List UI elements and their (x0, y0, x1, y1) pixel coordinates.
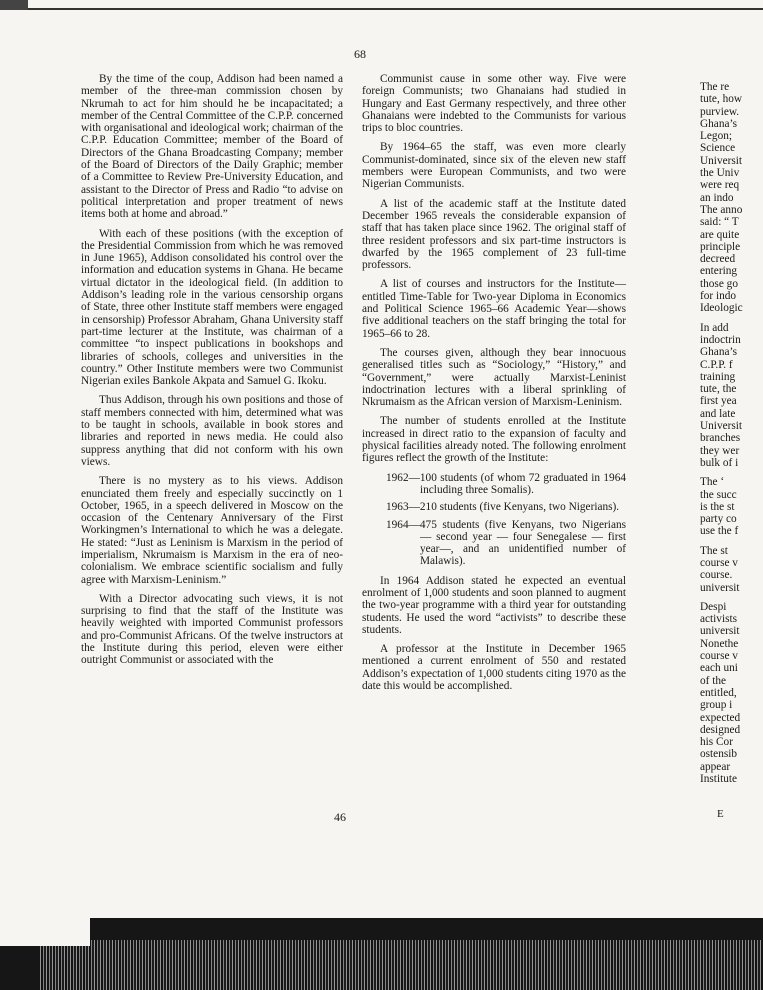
enrolment-item: 1962—100 students (of whom 72 graduated in 1964 including three Somalis). (386, 471, 626, 496)
scan-edge-artifact (40, 940, 763, 990)
right-column-line: bulk of i (700, 456, 739, 469)
right-column-line: party co (700, 513, 737, 526)
scan-top-rule (0, 0, 763, 10)
paragraph: In 1964 Addison stated he expected an eventual enrolment of 1,000 students and soon planned to augment the two-year programme with a third year for outstanding students. He used the word “activists” to describe these students. (362, 574, 626, 636)
right-column-cropped (700, 81, 763, 785)
signature-mark: E (717, 808, 724, 820)
right-column-line: In add (700, 321, 729, 334)
paragraph: The number of students enrolled at the Institute increased in direct ratio to the expansion of faculty and physical facilities already noted. The following enrolment figures reflect the growth of the Institute: (362, 415, 626, 465)
right-column-line: those go (700, 277, 738, 290)
right-column-line: tute, the (700, 383, 737, 396)
right-column-line: principle (700, 240, 741, 253)
right-column-line: are quite (700, 228, 740, 241)
paragraph: By 1964–65 the staff, was even more clearly Communist-dominated, since six of the eleven new staff members were European Communists, and two were Nigerian Communists. (362, 141, 626, 191)
right-column-line: branches (700, 432, 741, 445)
scan-notch (0, 918, 90, 946)
right-column-line: said: “ T (700, 216, 739, 229)
right-column-line: course. (700, 569, 733, 582)
right-column-line: group i (700, 699, 733, 712)
right-column-line: The st (700, 544, 728, 557)
right-column-line: universit (700, 581, 740, 594)
paragraph: Communist cause in some other way. Five were foreign Communists; two Ghanaians had studied in Hungary and East Germany respectively, and three other Ghanaians were indebted to the Communists for various trips to bloc countries. (362, 73, 626, 135)
right-column-line: first yea (700, 395, 737, 408)
right-column-line: training (700, 370, 736, 383)
right-column-line: course v (700, 556, 738, 569)
right-column-line: of the (700, 674, 727, 687)
page-number-top: 68 (354, 47, 366, 61)
paragraph: The courses given, although they bear innocuous generalised titles such as “Sociology,” “History,” and “Government,” were actually Marxist-Leninist indoctrination lectures with a liberal sprinkling of Nkrumaism as the African version of Marxism-Leninism. (362, 346, 626, 409)
right-column-line: an indo (700, 191, 734, 204)
right-column-line: Ghana’s (700, 117, 738, 130)
paragraph: By the time of the coup, Addison had been named a member of the three-man commission chosen by Nkrumah to act for him should he be incapacitated; a member of the Central Committee of the C.P.P. concerned with organisational and ideological work; chairman of the C.P.P. Education Committee; member of the Board of Directors of the Ghana Broadcasting Company; member of the Board of Directors of the Daily Graphic; member of a Committee to Review Pre-University Education, and assistant to the Director of Press and Radio “to advise on political interpretation and proper treatment of news items both at home and abroad.” (81, 73, 343, 221)
right-column-line: use the f (700, 525, 739, 538)
right-column-line: indoctrin (700, 333, 741, 346)
right-column-line: designed (700, 723, 741, 736)
paragraph: With a Director advocating such views, it is not surprising to find that the staff of the Institute was heavily weighted with imported Communist professors and pro-Communist Africans. Of the twelve instructors at the Institute during this period, eleven were either outright Communist or associated with the (81, 592, 343, 667)
right-column-line: is the st (700, 500, 735, 513)
right-column-line: The re (700, 81, 730, 93)
right-column-line: they wer (700, 444, 740, 457)
page-number-bottom: 46 (334, 810, 346, 824)
right-column-line: course v (700, 650, 738, 663)
right-column-line: Universit (700, 420, 743, 433)
right-column-line: his Cor (700, 736, 733, 749)
right-column-line: entering (700, 265, 738, 278)
enrolment-item: 1963—210 students (five Kenyans, two Nigerians). (386, 501, 620, 514)
enrolment-list (362, 472, 626, 568)
right-column-line: the Univ (700, 167, 740, 180)
right-column-line: Despi (700, 600, 727, 613)
right-column-line: decreed (700, 253, 736, 266)
right-column-line: The anno (700, 203, 743, 216)
paragraph: With each of these positions (with the exception of the Presidential Commission from which he was removed in June 1965), Addison consolidated his control over the information and education systems in Ghana. He became virtual dictator in the ideological field. (In addition to Addison’s leading role in the various censorship organs of State, three other Institute staff members were engaged in censorship) Professor Abraham, Ghana University staff part-time lecturer at the Institute, was chairman of a committee “to inspect publications in bookshops and libraries of schools, colleges and universities in the country.” Other Institute members were two Communist Nigerian exiles Bankole Akpata and Samuel G. Ikoku. (81, 227, 343, 388)
right-column-line: Institute (700, 773, 738, 786)
right-column-line: entitled, (700, 686, 737, 699)
right-column-line: purview. (700, 105, 740, 118)
right-column-line: Legon; (700, 130, 732, 143)
right-column-line: Universit (700, 154, 743, 167)
right-column-line: were req (700, 179, 740, 192)
paragraph: There is no mystery as to his views. Addison enunciated them freely and especially succinctly on 1 October, 1965, in a speech delivered in Moscow on the occasion of the Centenary Anniversary of the First Workingmen’s International to which he was a delegate. He stated: “Just as Leninism is Marxism in the period of imperialism, Nkrumaism is Marxism in the era of neo-colonialism. We embrace scientific socialism and fully agree with Marxism-Leninism.” (81, 475, 343, 586)
right-column-line: and late (700, 407, 736, 420)
right-column-line: C.P.P. f (700, 358, 733, 371)
right-column-line: activists (700, 613, 738, 626)
left-column (81, 73, 343, 674)
right-column-line: universit (700, 625, 740, 638)
right-column-line: ostensib (700, 748, 738, 761)
paragraph: A list of the academic staff at the Institute dated December 1965 reveals the considerable expansion of staff that has taken place since 1962. The original staff of three resident professors and six part-time instructors is dwarfed by the 1965 complement of 23 full-time professors. (362, 197, 626, 272)
right-column-line: Ghana’s (700, 346, 738, 359)
right-column-line: appear (700, 760, 731, 773)
paragraph: Thus Addison, through his own positions and those of staff members connected with him, determined what was to be taught in schools, available in book stores and libraries and reported in news media. He could also suppress anything that did not conform with his own views. (81, 394, 343, 468)
right-column-line: expected (700, 711, 741, 724)
right-column-line: Nonethe (700, 637, 739, 650)
right-column-line: the succ (700, 488, 737, 501)
right-column-line: tute, how (700, 93, 743, 106)
enrolment-item: 1964—475 students (five Kenyans, two Nigerians — second year — four Senegalese — first year—, and an unidentified number of Malawis). (386, 518, 626, 568)
middle-column (362, 73, 626, 699)
right-column-line: The ‘ (700, 476, 725, 489)
right-column-line: Ideologic (700, 302, 743, 315)
paragraph: A professor at the Institute in December 1965 mentioned a current enrolment of 550 and restated Addison’s expectation of 1,000 students citing 1970 as the date this would be accomplished. (362, 643, 626, 693)
right-column-line: for indo (700, 290, 737, 303)
right-column-line: Science (700, 142, 736, 155)
paragraph: A list of courses and instructors for the Institute—entitled Time-Table for Two-year Diploma in Economics and Political Science 1965–66 Academic Year—shows five additional teachers on the staff bringing the total for 1965–66 to 28. (362, 278, 626, 340)
right-column-line: each uni (700, 662, 738, 675)
